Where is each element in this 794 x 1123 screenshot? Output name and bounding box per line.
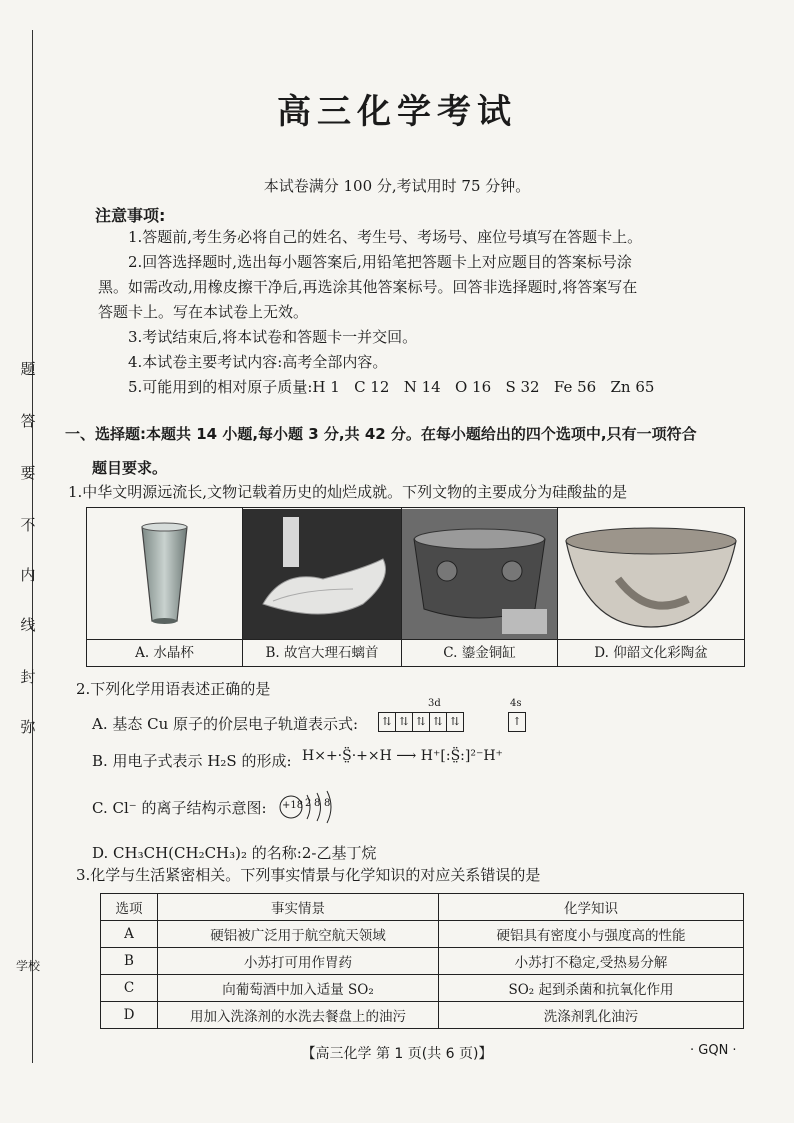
table-cell: 用加入洗涤剂的水洗去餐盘上的油污 — [158, 1002, 439, 1029]
q3-table — [100, 893, 744, 1029]
option-c-label: C. 鎏金铜缸 — [402, 639, 557, 666]
table-header: 选项 — [101, 894, 158, 921]
notice-item: 3.考试结束后,将本试卷和答题卡一并交回。 — [128, 328, 418, 346]
table-header-row — [101, 894, 744, 921]
option-a-label: A. 水晶杯 — [87, 639, 242, 666]
table-header: 事实情景 — [158, 894, 439, 921]
orbital-diagram-4s — [508, 710, 525, 732]
crystal-cup-image — [87, 509, 242, 639]
orbital-box: ⇅ — [412, 712, 430, 732]
table-cell: SO₂ 起到杀菌和抗氧化作用 — [439, 975, 744, 1002]
cl-shell: 2 — [305, 798, 312, 809]
notice-item: 答题卡上。写在本试卷上无效。 — [98, 303, 309, 321]
notice-item: 黑。如需改动,用橡皮擦干净后,再选涂其他答案标号。回答非选择题时,将答案写在 — [98, 278, 638, 296]
notice-heading: 注意事项: — [95, 206, 166, 225]
orbital-box: ⇅ — [395, 712, 413, 732]
binding-char: 不 — [20, 516, 36, 534]
cl-shell: 8 — [324, 798, 331, 809]
page-footer — [0, 1043, 794, 1063]
table-cell: 洗涤剂乳化油污 — [439, 1002, 744, 1029]
table-cell: 硬铝被广泛用于航空航天领域 — [158, 921, 439, 948]
binding-char: 线 — [20, 616, 36, 634]
table-row — [101, 921, 744, 948]
notice-item: 5.可能用到的相对原子质量:H 1 C 12 N 14 O 16 S 32 Fe 56 Zn 65 — [128, 378, 655, 396]
notice-item: 1.答题前,考生务必将自己的姓名、考生号、考场号、座位号填写在答题卡上。 — [128, 228, 643, 246]
q2-option-a: A. 基态 Cu 原子的价层电子轨道表示式: — [92, 715, 359, 733]
binding-char: 要 — [20, 464, 36, 482]
table-row — [101, 1002, 744, 1029]
binding-char: 题 — [20, 360, 36, 378]
table-row — [101, 975, 744, 1002]
h2s-formation-formula: H×+·S̤̈·+×H ⟶ H⁺[:S̤̈:]²⁻H⁺ — [302, 748, 503, 764]
table-cell: 小苏打不稳定,受热易分解 — [439, 948, 744, 975]
table-cell: B — [101, 948, 158, 975]
table-cell: C — [101, 975, 158, 1002]
option-b-label: B. 故宫大理石螭首 — [243, 639, 401, 666]
q2-option-c: C. Cl⁻ 的离子结构示意图: — [92, 799, 267, 817]
table-row — [101, 948, 744, 975]
orbital-diagram-3d — [378, 710, 463, 732]
binding-char: 内 — [20, 566, 36, 584]
side-label: 学校 — [15, 959, 40, 973]
orbital-box: ⇅ — [446, 712, 464, 732]
question-3-stem: 3.化学与生活紧密相关。下列事实情景与化学知识的对应关系错误的是 — [76, 866, 541, 884]
binding-char: 答 — [20, 412, 36, 430]
notice-item: 4.本试卷主要考试内容:高考全部内容。 — [128, 353, 388, 371]
section-heading-cont: 题目要求。 — [92, 459, 168, 477]
table-header: 化学知识 — [439, 894, 744, 921]
notice-item: 2.回答选择题时,选出每小题答案后,用铅笔把答题卡上对应题目的答案标号涂 — [128, 253, 632, 271]
binding-char: 封 — [20, 668, 36, 686]
binding-char: 弥 — [20, 718, 36, 736]
table-cell: A — [101, 921, 158, 948]
option-a-cell — [87, 508, 243, 667]
option-d-cell — [558, 508, 745, 667]
orbital-4s-label: 4s — [510, 698, 522, 709]
option-c-cell — [402, 508, 558, 667]
footer-code: · GQN · — [690, 1043, 737, 1058]
table-cell: 硬铝具有密度小与强度高的性能 — [439, 921, 744, 948]
cl-shell: 8 — [314, 798, 321, 809]
option-d-label: D. 仰韶文化彩陶盆 — [558, 639, 744, 666]
painted-pottery-basin-image — [558, 509, 744, 639]
table-cell: D — [101, 1002, 158, 1029]
q2-option-d: D. CH₃CH(CH₂CH₃)₂ 的名称:2-乙基丁烷 — [92, 844, 377, 862]
orbital-3d-label: 3d — [428, 698, 441, 709]
table-cell: 小苏打可用作胃药 — [158, 948, 439, 975]
question-2-stem: 2.下列化学用语表述正确的是 — [76, 680, 271, 698]
marble-chishou-image — [243, 509, 401, 639]
gilt-copper-vat-image — [402, 509, 557, 639]
q2-option-b: B. 用电子式表示 H₂S 的形成: — [92, 752, 292, 770]
section-heading: 一、选择题:本题共 14 小题,每小题 3 分,共 42 分。在每小题给出的四个选项中,只有一项符合 — [65, 425, 697, 443]
orbital-box: ⇅ — [378, 712, 396, 732]
table-cell: 向葡萄酒中加入适量 SO₂ — [158, 975, 439, 1002]
q1-image-table — [86, 507, 745, 667]
orbital-box: ↑ — [508, 712, 526, 732]
page-title: 高三化学考试 — [277, 92, 517, 132]
cl-nucleus: +18 — [282, 800, 304, 811]
footer-page-info: 【高三化学 第 1 页(共 6 页)】 — [301, 1046, 493, 1062]
option-b-cell — [243, 508, 402, 667]
question-1-stem: 1.中华文明源远流长,文物记载着历史的灿烂成就。下列文物的主要成分为硅酸盐的是 — [68, 483, 628, 501]
exam-subtitle: 本试卷满分 100 分,考试用时 75 分钟。 — [263, 177, 531, 195]
orbital-box: ⇅ — [429, 712, 447, 732]
